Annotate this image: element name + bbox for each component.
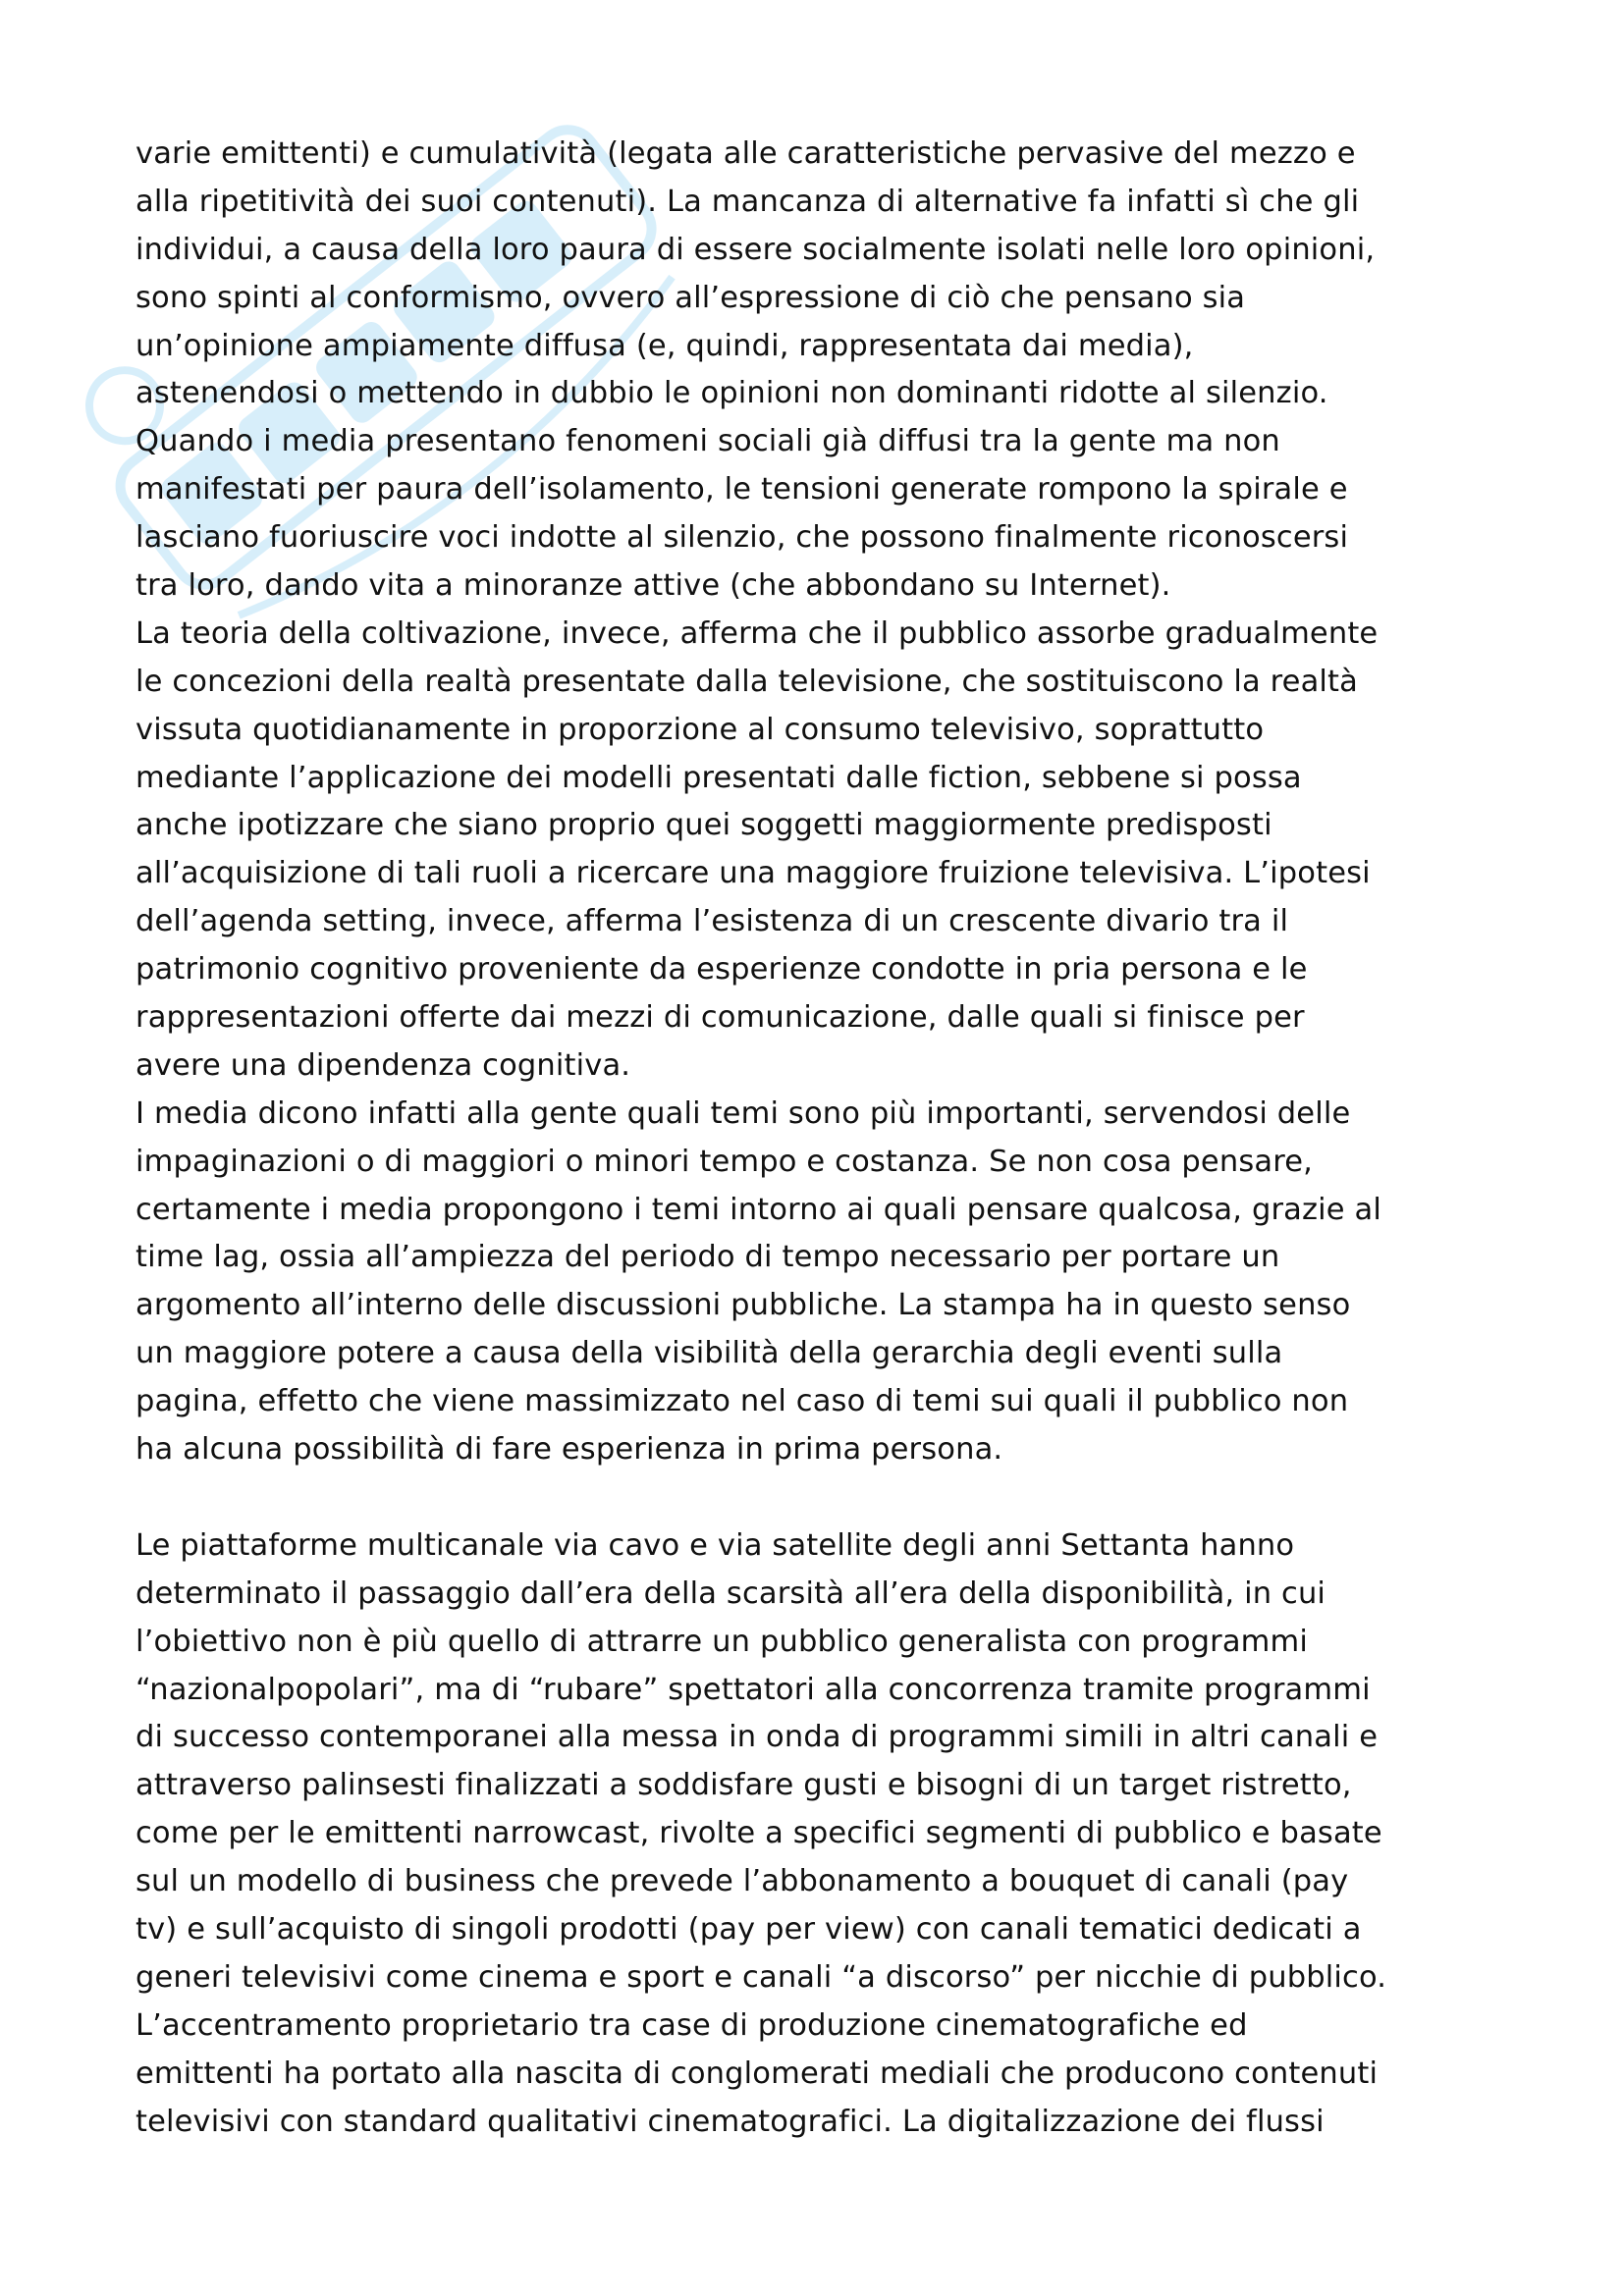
text-line: time lag, ossia all’ampiezza del periodo di tempo necessario per portare un [135,1240,1280,1275]
text-line: vissuta quotidianamente in proporzione al consumo televisivo, soprattutto [135,712,1265,747]
paragraph-1 [135,131,1510,611]
text-line: patrimonio cognitivo proveniente da esperienze condotte in pria persona e le [135,952,1308,988]
paragraph-spacer [135,1474,1510,1522]
text-line: astenendosi o mettendo in dubbio le opinioni non dominanti ridotte al silenzio. [135,376,1328,411]
text-line: avere una dipendenza cognitiva. [135,1047,631,1083]
body-text [135,131,1510,2146]
text-line: lasciano fuoriuscire voci indotte al silenzio, che possono finalmente riconoscersi [135,520,1349,556]
text-line: pagina, effetto che viene massimizzato nel caso di temi sui quali il pubblico non [135,1384,1349,1419]
text-line: individui, a causa della loro paura di essere socialmente isolati nelle loro opinioni, [135,232,1376,267]
paragraph-3 [135,1091,1510,1474]
text-line: un’opinione ampiamente diffusa (e, quindi, rappresentata dai media), [135,328,1194,363]
text-line: determinato il passaggio dall’era della scarsità all’era della disponibilità, in cui [135,1575,1326,1611]
text-line: di successo contemporanei alla messa in onda di programmi simili in altri canali e [135,1720,1379,1755]
paragraph-2 [135,611,1510,1091]
text-line: anche ipotizzare che siano proprio quei soggetti maggiormente predisposti [135,808,1272,843]
text-line: generi televisivi come cinema e sport e canali “a discorso” per nicchie di pubblico. [135,1959,1387,1995]
paragraph-5 [135,2002,1510,2147]
text-line: emittenti ha portato alla nascita di conglomerati mediali che producono contenuti [135,2056,1379,2091]
text-line: varie emittenti) e cumulatività (legata alle caratteristiche pervasive del mezzo e [135,136,1356,171]
text-line: La teoria della coltivazione, invece, afferma che il pubblico assorbe gradualmente [135,615,1379,651]
text-line: rappresentazioni offerte dai mezzi di comunicazione, dalle quali si finisce per [135,1000,1305,1036]
text-line: I media dicono infatti alla gente quali temi sono più importanti, servendosi delle [135,1095,1351,1131]
text-line: manifestati per paura dell’isolamento, le tensioni generate rompono la spirale e [135,472,1348,507]
text-line: dell’agenda setting, invece, afferma l’esistenza di un crescente divario tra il [135,904,1289,939]
text-line: tra loro, dando vita a minoranze attive (che abbondano su Internet). [135,568,1171,604]
text-line: L’accentramento proprietario tra case di produzione cinematografiche ed [135,2007,1248,2043]
text-line: un maggiore potere a causa della visibilità della gerarchia degli eventi sulla [135,1336,1283,1371]
text-line: sono spinti al conformismo, ovvero all’espressione di ciò che pensano sia [135,280,1246,315]
text-line: l’obiettivo non è più quello di attrarre un pubblico generalista con programmi [135,1624,1309,1659]
text-line: sul un modello di business che prevede l’abbonamento a bouquet di canali (pay [135,1864,1349,1899]
text-line: all’acquisizione di tali ruoli a ricercare una maggiore fruizione televisiva. L’ipotesi [135,856,1371,891]
text-line: tv) e sull’acquisto di singoli prodotti (pay per view) con canali tematici dedicati a [135,1911,1362,1947]
text-line: “nazionalpopolari”, ma di “rubare” spettatori alla concorrenza tramite programmi [135,1672,1371,1707]
paragraph-4 [135,1522,1510,2002]
text-line: ha alcuna possibilità di fare esperienza in prima persona. [135,1432,1003,1468]
text-line: mediante l’applicazione dei modelli presentati dalle fiction, sebbene si possa [135,760,1302,795]
text-line: certamente i media propongono i temi intorno ai quali pensare qualcosa, grazie al [135,1192,1381,1227]
text-line: le concezioni della realtà presentate dalla televisione, che sostituiscono la realtà [135,664,1359,699]
text-line: televisivi con standard qualitativi cinematografici. La digitalizzazione dei flussi [135,2104,1325,2139]
text-line: argomento all’interno delle discussioni pubbliche. La stampa ha in questo senso [135,1288,1351,1323]
text-line: alla ripetitività dei suoi contenuti). La mancanza di alternative fa infatti sì che gli [135,184,1360,219]
text-line: impaginazioni o di maggiori o minori tempo e costanza. Se non cosa pensare, [135,1144,1313,1179]
text-line: attraverso palinsesti finalizzati a soddisfare gusti e bisogni di un target ristretto, [135,1768,1352,1803]
text-line: come per le emittenti narrowcast, rivolte a specifici segmenti di pubblico e basate [135,1816,1382,1851]
text-line: Quando i media presentano fenomeni sociali già diffusi tra la gente ma non [135,424,1280,459]
text-line: Le piattaforme multicanale via cavo e via satellite degli anni Settanta hanno [135,1527,1295,1563]
